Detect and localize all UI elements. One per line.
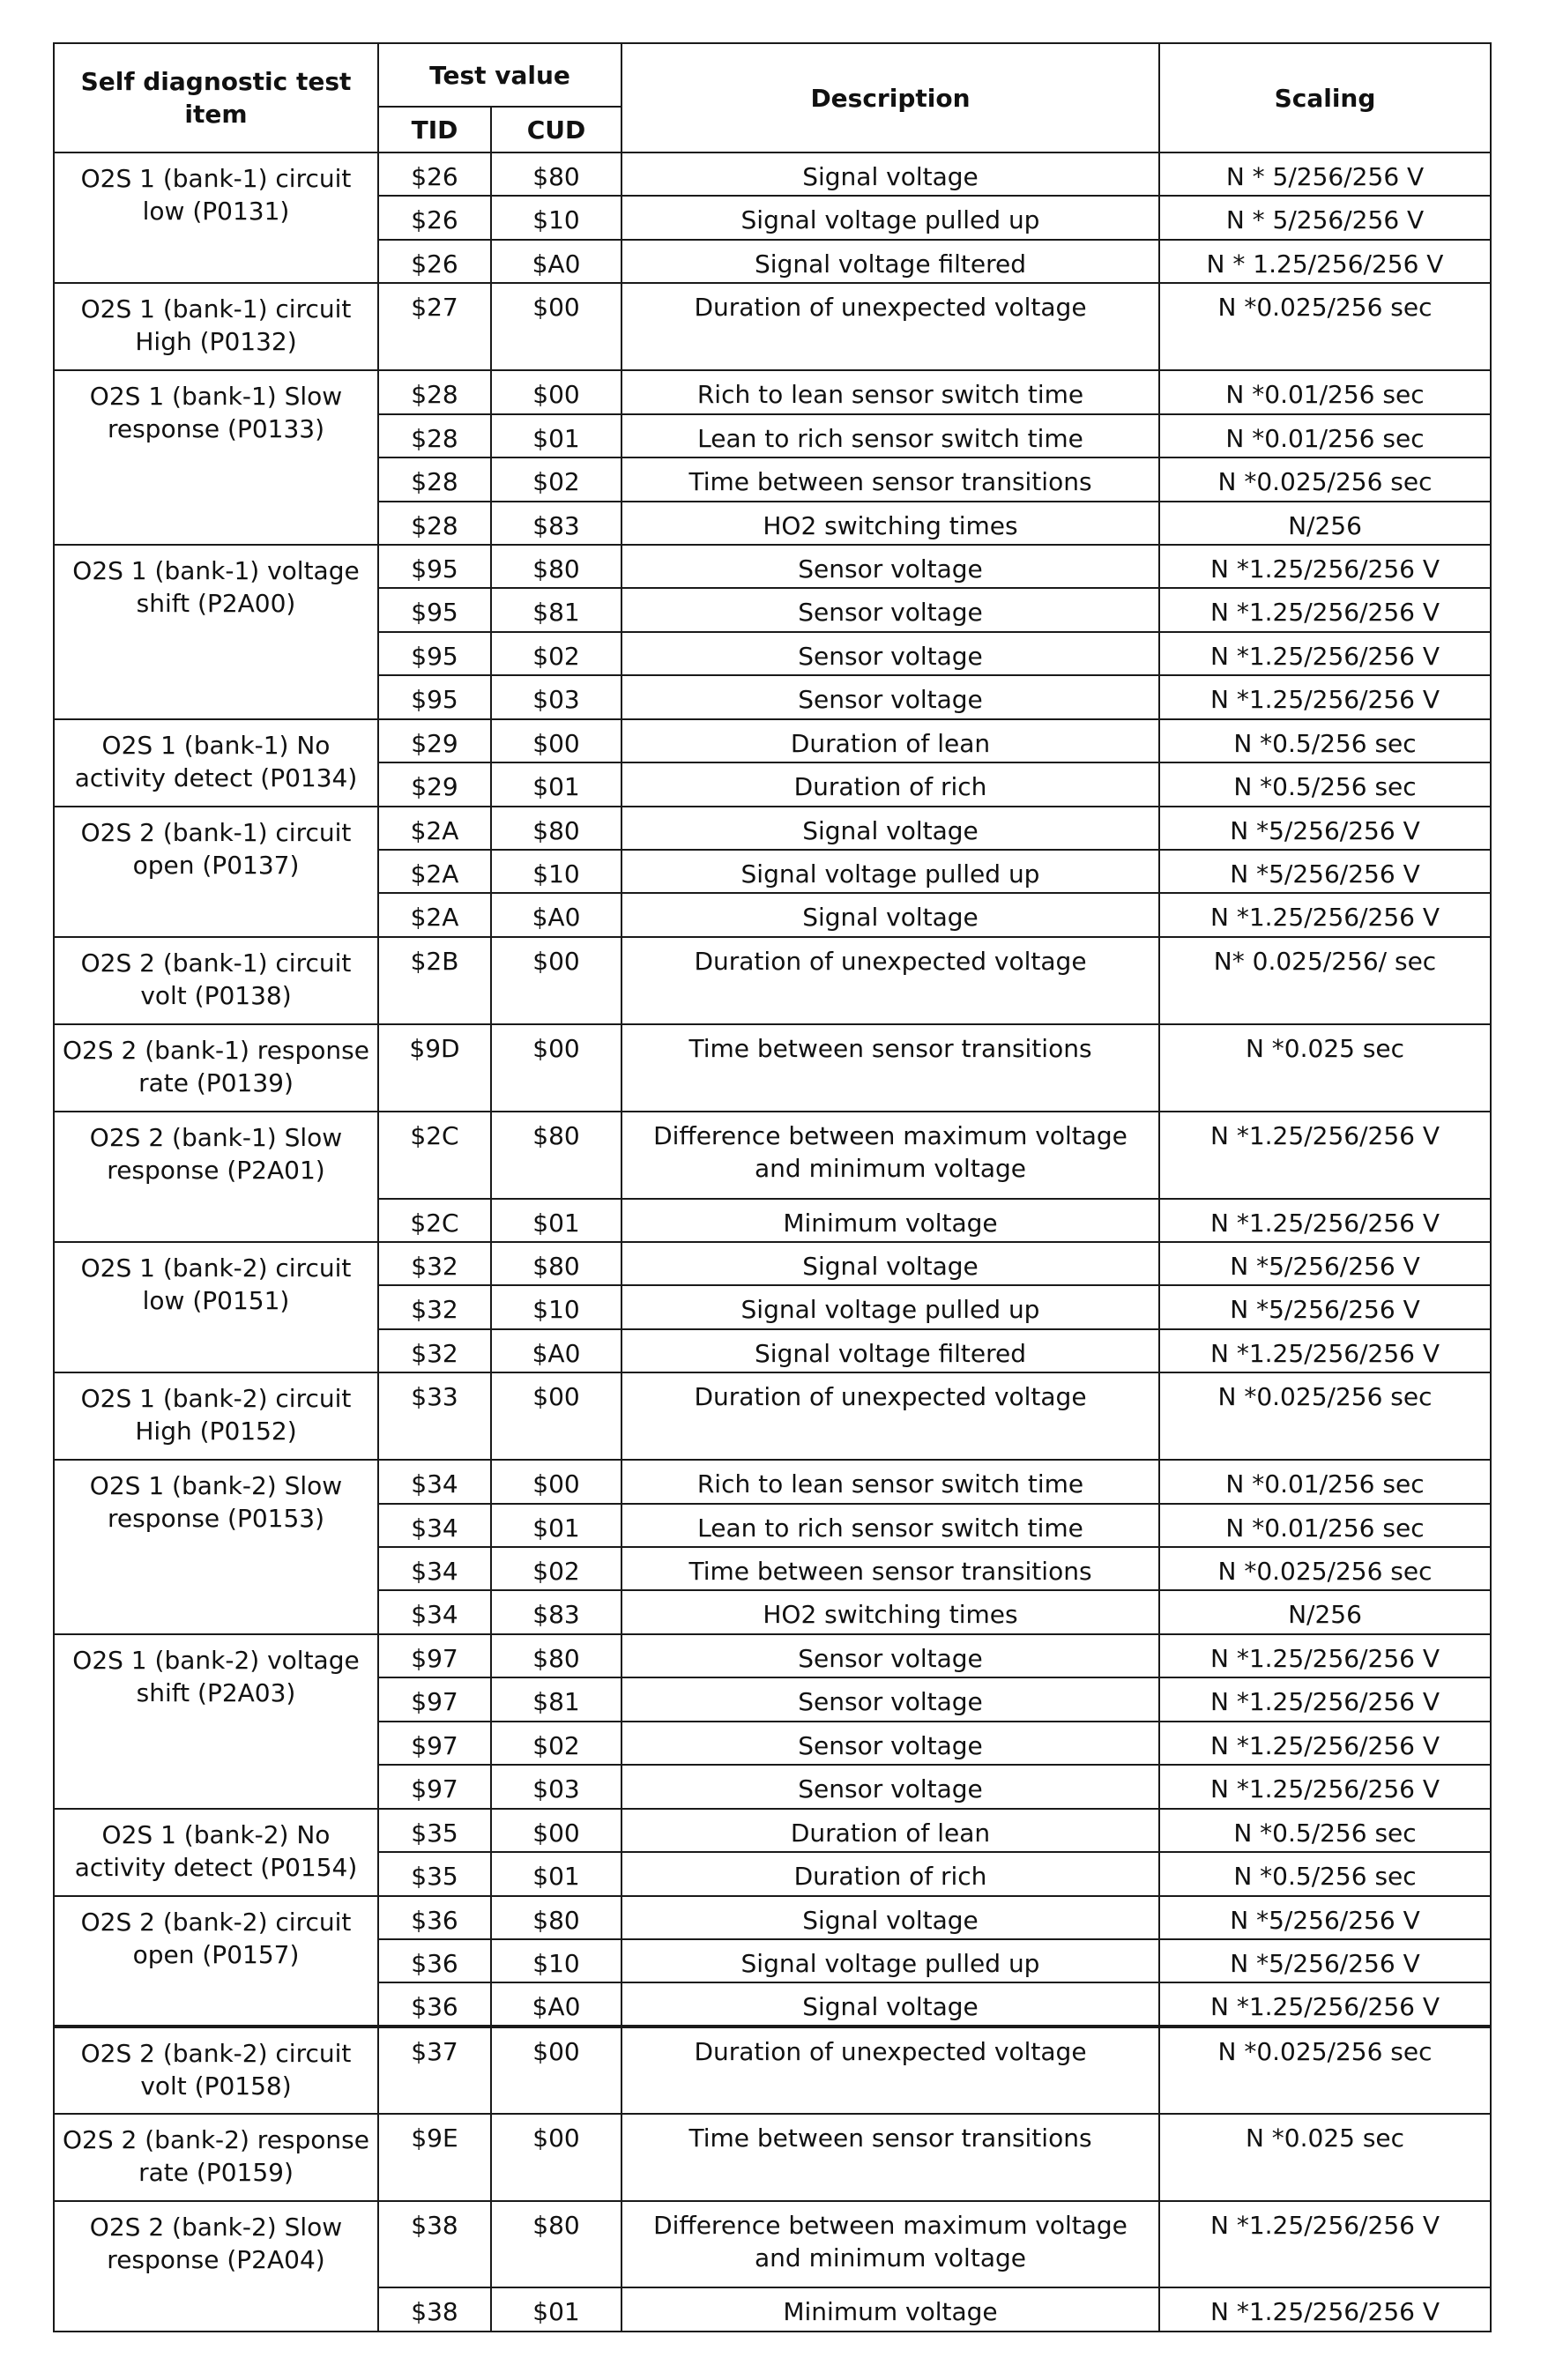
tid-cell: $32 [378,1329,491,1372]
tid-cell: $95 [378,588,491,631]
scaling-cell: N *1.25/256/256 V [1159,1329,1491,1372]
description-cell: Sensor voltage [621,545,1159,588]
cud-cell: $03 [491,675,621,718]
cud-cell: $80 [491,152,621,196]
cud-cell: $00 [491,1024,621,1112]
header-cud: CUD [491,107,621,152]
description-cell: Signal voltage pulled up [621,1939,1159,1982]
description-cell: Lean to rich sensor switch time [621,414,1159,457]
table-row [54,1634,1491,1677]
scaling-cell: N *0.01/256 sec [1159,1460,1491,1503]
description-cell: Signal voltage [621,1982,1159,2026]
scaling-cell: N/256 [1159,1590,1491,1633]
scaling-cell: N *1.25/256/256 V [1159,1722,1491,1765]
cud-cell: $10 [491,1285,621,1328]
test-item-cell: O2S 1 (bank-2) No activity detect (P0154) [54,1809,378,1896]
cud-cell: $01 [491,1199,621,1242]
scaling-cell: N * 1.25/256/256 V [1159,240,1491,283]
scaling-cell: N *5/256/256 V [1159,807,1491,850]
table-row [54,370,1491,413]
description-cell: Time between sensor transitions [621,1547,1159,1590]
tid-cell: $29 [378,719,491,762]
header-tid: TID [378,107,491,152]
table-row [54,1896,1491,1939]
test-item-cell: O2S 1 (bank-2) voltage shift (P2A03) [54,1634,378,1809]
tid-cell: $2A [378,807,491,850]
tid-cell: $97 [378,1722,491,1765]
header-description: Description [621,43,1159,152]
cud-cell: $01 [491,1852,621,1895]
scaling-cell: N* 0.025/256/ sec [1159,937,1491,1024]
scaling-cell: N *1.25/256/256 V [1159,545,1491,588]
cud-cell: $02 [491,1722,621,1765]
header-item: Self diagnostic test item [54,43,378,152]
tid-cell: $97 [378,1677,491,1721]
description-cell: Difference between maximum voltage and minimum voltage [621,1112,1159,1199]
description-cell: Sensor voltage [621,1677,1159,1721]
test-item-cell: O2S 2 (bank-2) Slow response (P2A04) [54,2201,378,2332]
cud-cell: $A0 [491,1329,621,1372]
test-item-cell: O2S 2 (bank-1) Slow response (P2A01) [54,1112,378,1242]
tid-cell: $36 [378,1896,491,1939]
table-row [54,283,1491,370]
header-scaling: Scaling [1159,43,1491,152]
cud-cell: $80 [491,545,621,588]
cud-cell: $80 [491,1634,621,1677]
tid-cell: $36 [378,1939,491,1982]
table-row [54,1372,1491,1460]
scaling-cell: N * 5/256/256 V [1159,152,1491,196]
scaling-cell: N *5/256/256 V [1159,1242,1491,1285]
description-cell: Sensor voltage [621,1765,1159,1808]
test-item-cell: O2S 1 (bank-1) circuit low (P0131) [54,152,378,283]
test-item-cell: O2S 1 (bank-2) circuit High (P0152) [54,1372,378,1460]
description-cell: Signal voltage pulled up [621,1285,1159,1328]
cud-cell: $01 [491,414,621,457]
scaling-cell: N *5/256/256 V [1159,1285,1491,1328]
scaling-cell: N *0.025/256 sec [1159,283,1491,370]
tid-cell: $2A [378,850,491,893]
scaling-cell: N *1.25/256/256 V [1159,632,1491,675]
description-cell: Rich to lean sensor switch time [621,370,1159,413]
description-cell: Signal voltage [621,893,1159,936]
description-cell: Signal voltage [621,1242,1159,1285]
tid-cell: $34 [378,1504,491,1547]
cud-cell: $A0 [491,893,621,936]
cud-cell: $02 [491,632,621,675]
table-row [54,1460,1491,1503]
scaling-cell: N *0.5/256 sec [1159,762,1491,806]
cud-cell: $81 [491,1677,621,1721]
cud-cell: $80 [491,1112,621,1199]
scaling-cell: N *0.025/256 sec [1159,1547,1491,1590]
cud-cell: $00 [491,2114,621,2201]
description-cell: Duration of lean [621,719,1159,762]
description-cell: Duration of unexpected voltage [621,283,1159,370]
tid-cell: $35 [378,1809,491,1852]
tid-cell: $2C [378,1199,491,1242]
tid-cell: $28 [378,457,491,501]
test-item-cell: O2S 2 (bank-1) circuit open (P0137) [54,807,378,937]
table-row [54,807,1491,850]
tid-cell: $26 [378,196,491,239]
test-item-cell: O2S 1 (bank-1) Slow response (P0133) [54,370,378,545]
tid-cell: $97 [378,1765,491,1808]
test-item-cell: O2S 1 (bank-1) circuit High (P0132) [54,283,378,370]
scaling-cell: N *0.025 sec [1159,2114,1491,2201]
tid-cell: $38 [378,2201,491,2288]
scaling-cell: N *0.5/256 sec [1159,719,1491,762]
tid-cell: $28 [378,370,491,413]
test-item-cell: O2S 2 (bank-2) response rate (P0159) [54,2114,378,2201]
cud-cell: $A0 [491,1982,621,2026]
table-row [54,719,1491,762]
table-row [54,545,1491,588]
cud-cell: $10 [491,850,621,893]
table-row [54,1024,1491,1112]
tid-cell: $35 [378,1852,491,1895]
table-row [54,2114,1491,2201]
cud-cell: $00 [491,283,621,370]
description-cell: Signal voltage [621,1896,1159,1939]
scaling-cell: N *0.5/256 sec [1159,1852,1491,1895]
test-item-cell: O2S 2 (bank-2) circuit open (P0157) [54,1896,378,2027]
tid-cell: $9D [378,1024,491,1112]
scaling-cell: N *5/256/256 V [1159,1896,1491,1939]
scaling-cell: N *1.25/256/256 V [1159,1112,1491,1199]
description-cell: Signal voltage [621,152,1159,196]
scaling-cell: N *5/256/256 V [1159,1939,1491,1982]
scaling-cell: N *1.25/256/256 V [1159,1982,1491,2026]
tid-cell: $33 [378,1372,491,1460]
tid-cell: $32 [378,1242,491,1285]
description-cell: Time between sensor transitions [621,1024,1159,1112]
tid-cell: $97 [378,1634,491,1677]
test-item-cell: O2S 2 (bank-1) response rate (P0139) [54,1024,378,1112]
table-body [54,152,1491,2332]
description-cell: Duration of unexpected voltage [621,937,1159,1024]
tid-cell: $32 [378,1285,491,1328]
tid-cell: $95 [378,675,491,718]
tid-cell: $38 [378,2287,491,2331]
scaling-cell: N *5/256/256 V [1159,850,1491,893]
test-item-cell: O2S 1 (bank-1) No activity detect (P0134) [54,719,378,807]
cud-cell: $80 [491,2201,621,2288]
tid-cell: $2B [378,937,491,1024]
description-cell: Signal voltage pulled up [621,850,1159,893]
scaling-cell: N *0.025/256 sec [1159,1372,1491,1460]
table-row [54,1809,1491,1852]
cud-cell: $10 [491,1939,621,1982]
cud-cell: $00 [491,1372,621,1460]
cud-cell: $80 [491,1242,621,1285]
scaling-cell: N *1.25/256/256 V [1159,588,1491,631]
scaling-cell: N *1.25/256/256 V [1159,1677,1491,1721]
table-row [54,937,1491,1024]
tid-cell: $29 [378,762,491,806]
description-cell: Duration of unexpected voltage [621,2027,1159,2114]
tid-cell: $26 [378,152,491,196]
description-cell: Sensor voltage [621,1634,1159,1677]
description-cell: Sensor voltage [621,1722,1159,1765]
tid-cell: $2A [378,893,491,936]
cud-cell: $00 [491,370,621,413]
scaling-cell: N *1.25/256/256 V [1159,2201,1491,2288]
cud-cell: $80 [491,1896,621,1939]
cud-cell: $83 [491,1590,621,1633]
description-cell: Duration of unexpected voltage [621,1372,1159,1460]
scaling-cell: N * 5/256/256 V [1159,196,1491,239]
tid-cell: $27 [378,283,491,370]
tid-cell: $34 [378,1590,491,1633]
cud-cell: $00 [491,2027,621,2114]
cud-cell: $00 [491,937,621,1024]
description-cell: Rich to lean sensor switch time [621,1460,1159,1503]
tid-cell: $36 [378,1982,491,2026]
header-test-value: Test value [378,43,621,107]
description-cell: Duration of lean [621,1809,1159,1852]
description-cell: Signal voltage filtered [621,1329,1159,1372]
description-cell: Sensor voltage [621,632,1159,675]
description-cell: Sensor voltage [621,588,1159,631]
test-item-cell: O2S 2 (bank-2) circuit volt (P0158) [54,2027,378,2114]
cud-cell: $00 [491,719,621,762]
description-cell: Lean to rich sensor switch time [621,1504,1159,1547]
table-row [54,2027,1491,2114]
test-item-cell: O2S 1 (bank-2) Slow response (P0153) [54,1460,378,1634]
tid-cell: $28 [378,502,491,545]
scaling-cell: N *0.025/256 sec [1159,2027,1491,2114]
tid-cell: $34 [378,1547,491,1590]
scaling-cell: N/256 [1159,502,1491,545]
tid-cell: $37 [378,2027,491,2114]
tid-cell: $26 [378,240,491,283]
scaling-cell: N *0.01/256 sec [1159,1504,1491,1547]
tid-cell: $9E [378,2114,491,2201]
description-cell: Signal voltage [621,807,1159,850]
tid-cell: $28 [378,414,491,457]
description-cell: Minimum voltage [621,1199,1159,1242]
tid-cell: $95 [378,632,491,675]
scaling-cell: N *1.25/256/256 V [1159,1199,1491,1242]
description-cell: HO2 switching times [621,1590,1159,1633]
cud-cell: $10 [491,196,621,239]
cud-cell: $01 [491,762,621,806]
scaling-cell: N *0.01/256 sec [1159,370,1491,413]
scaling-cell: N *0.025/256 sec [1159,457,1491,501]
header-row [54,43,1491,107]
scaling-cell: N *0.5/256 sec [1159,1809,1491,1852]
test-item-cell: O2S 1 (bank-2) circuit low (P0151) [54,1242,378,1372]
tid-cell: $34 [378,1460,491,1503]
cud-cell: $02 [491,457,621,501]
scaling-cell: N *1.25/256/256 V [1159,1765,1491,1808]
description-cell: Sensor voltage [621,675,1159,718]
description-cell: Difference between maximum voltage and minimum voltage [621,2201,1159,2288]
cud-cell: $81 [491,588,621,631]
scaling-cell: N *0.01/256 sec [1159,414,1491,457]
cud-cell: $01 [491,1504,621,1547]
cud-cell: $02 [491,1547,621,1590]
scaling-cell: N *1.25/256/256 V [1159,675,1491,718]
description-cell: Time between sensor transitions [621,457,1159,501]
cud-cell: $A0 [491,240,621,283]
description-cell: Duration of rich [621,762,1159,806]
table-row [54,2201,1491,2288]
diagnostic-test-table [53,42,1492,2332]
cud-cell: $80 [491,807,621,850]
tid-cell: $95 [378,545,491,588]
scaling-cell: N *0.025 sec [1159,1024,1491,1112]
description-cell: Minimum voltage [621,2287,1159,2331]
cud-cell: $03 [491,1765,621,1808]
scaling-cell: N *1.25/256/256 V [1159,893,1491,936]
cud-cell: $83 [491,502,621,545]
description-cell: HO2 switching times [621,502,1159,545]
table-row [54,1112,1491,1199]
scaling-cell: N *1.25/256/256 V [1159,1634,1491,1677]
cud-cell: $00 [491,1460,621,1503]
scaling-cell: N *1.25/256/256 V [1159,2287,1491,2331]
cud-cell: $01 [491,2287,621,2331]
description-cell: Duration of rich [621,1852,1159,1895]
description-cell: Signal voltage filtered [621,240,1159,283]
description-cell: Time between sensor transitions [621,2114,1159,2201]
tid-cell: $2C [378,1112,491,1199]
test-item-cell: O2S 1 (bank-1) voltage shift (P2A00) [54,545,378,719]
table-header [54,43,1491,152]
test-item-cell: O2S 2 (bank-1) circuit volt (P0138) [54,937,378,1024]
table-row [54,152,1491,196]
table-row [54,1242,1491,1285]
description-cell: Signal voltage pulled up [621,196,1159,239]
cud-cell: $00 [491,1809,621,1852]
